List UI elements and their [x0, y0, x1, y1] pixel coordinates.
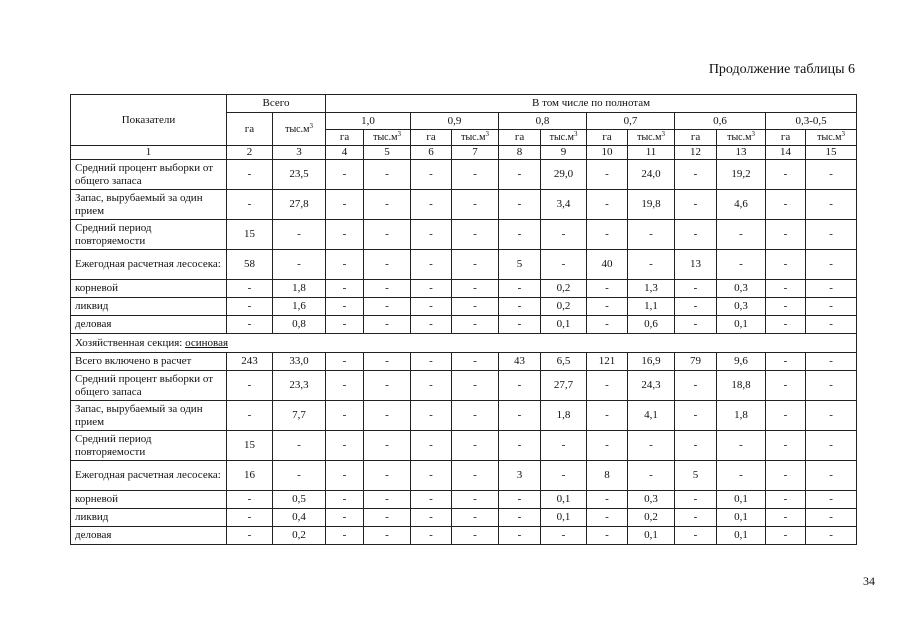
table-cell: -: [364, 298, 411, 316]
table-cell: 24,0: [628, 160, 675, 190]
table-cell: -: [587, 316, 628, 334]
table-cell: -: [326, 190, 364, 220]
table-cell: -: [452, 353, 499, 371]
table-cell: -: [806, 250, 857, 280]
table-cell: -: [326, 280, 364, 298]
section-name: осиновая: [185, 336, 229, 349]
table-cell: -: [587, 220, 628, 250]
table-cell: -: [675, 509, 717, 527]
column-number: 11: [628, 146, 675, 160]
table-cell: -: [411, 371, 452, 401]
table-cell: -: [227, 160, 273, 190]
table-cell: -: [452, 401, 499, 431]
table-cell: -: [628, 431, 675, 461]
table-cell: -: [364, 250, 411, 280]
table-cell: -: [499, 371, 541, 401]
table-cell: 24,3: [628, 371, 675, 401]
unit-ga: га: [411, 130, 452, 146]
table-cell: -: [452, 250, 499, 280]
table-cell: -: [766, 353, 806, 371]
table-cell: 40: [587, 250, 628, 280]
table-row: [71, 401, 857, 431]
column-number: 1: [71, 146, 227, 160]
table-cell: 0,5: [273, 491, 326, 509]
table-cell: 5: [675, 461, 717, 491]
table-cell: 1,8: [273, 280, 326, 298]
table-cell: -: [452, 220, 499, 250]
row-label: корневой: [71, 491, 227, 509]
table-row: [71, 353, 857, 371]
column-number: 13: [717, 146, 766, 160]
table-cell: -: [675, 280, 717, 298]
unit-ga: га: [766, 130, 806, 146]
table-cell: -: [452, 298, 499, 316]
row-label: Средний период повторяемости: [71, 220, 227, 250]
column-number: 5: [364, 146, 411, 160]
table-cell: 0,3: [628, 491, 675, 509]
table-cell: -: [411, 461, 452, 491]
row-label: деловая: [71, 316, 227, 334]
table-row: [71, 160, 857, 190]
table-cell: 23,5: [273, 160, 326, 190]
row-label: Ежегодная расчетная лесосека:: [71, 461, 227, 491]
table-cell: -: [452, 491, 499, 509]
table-cell: 18,8: [717, 371, 766, 401]
table-cell: -: [452, 280, 499, 298]
column-number: 2: [227, 146, 273, 160]
table-cell: -: [326, 527, 364, 545]
row-label: Запас, вырубаемый за один прием: [71, 190, 227, 220]
header-density: 0,3-0,5: [766, 113, 857, 130]
table-cell: -: [766, 527, 806, 545]
table-cell: 0,2: [541, 298, 587, 316]
table-cell: -: [411, 250, 452, 280]
table-cell: -: [675, 160, 717, 190]
table-cell: -: [364, 509, 411, 527]
unit-ga: га: [675, 130, 717, 146]
table-cell: 0,2: [541, 280, 587, 298]
header-total: Всего: [227, 95, 326, 113]
table-cell: 8: [587, 461, 628, 491]
table-cell: 0,2: [628, 509, 675, 527]
table-cell: -: [766, 160, 806, 190]
table-cell: -: [499, 509, 541, 527]
table-cell: -: [806, 491, 857, 509]
table-cell: -: [806, 353, 857, 371]
table-cell: -: [273, 431, 326, 461]
table-cell: 15: [227, 220, 273, 250]
table-cell: -: [452, 431, 499, 461]
table-cell: -: [326, 298, 364, 316]
unit-ga: га: [326, 130, 364, 146]
table-cell: 43: [499, 353, 541, 371]
table-cell: -: [326, 509, 364, 527]
table-cell: 3: [499, 461, 541, 491]
table-cell: -: [766, 316, 806, 334]
table-cell: -: [806, 298, 857, 316]
unit-tys: $тыс.м^3$: [541, 130, 587, 146]
table-cell: -: [326, 491, 364, 509]
table-cell: -: [675, 431, 717, 461]
table-cell: 0,3: [717, 298, 766, 316]
table-cell: -: [806, 431, 857, 461]
table-row: [71, 431, 857, 461]
table-cell: -: [806, 316, 857, 334]
header-row-1: [71, 95, 857, 113]
table-cell: -: [411, 220, 452, 250]
table-cell: -: [411, 160, 452, 190]
table-cell: -: [364, 461, 411, 491]
table-cell: -: [227, 190, 273, 220]
table-cell: -: [499, 316, 541, 334]
table-caption: Продолжение таблицы 6: [708, 62, 855, 77]
table-cell: -: [326, 431, 364, 461]
table-cell: 0,6: [628, 316, 675, 334]
table-cell: 3,4: [541, 190, 587, 220]
table-cell: -: [499, 190, 541, 220]
table-row: [71, 220, 857, 250]
table-cell: 0,3: [717, 280, 766, 298]
table-cell: -: [411, 190, 452, 220]
table-cell: 5: [499, 250, 541, 280]
table-cell: -: [766, 298, 806, 316]
table-cell: 33,0: [273, 353, 326, 371]
table-cell: 0,1: [717, 316, 766, 334]
table-cell: -: [326, 461, 364, 491]
header-density: 0,7: [587, 113, 675, 130]
unit-ga: га: [499, 130, 541, 146]
table-cell: 0,1: [717, 491, 766, 509]
table-cell: -: [541, 220, 587, 250]
table-cell: 1,8: [717, 401, 766, 431]
table-cell: -: [364, 371, 411, 401]
table-row: [71, 280, 857, 298]
table-cell: -: [717, 431, 766, 461]
table-cell: -: [499, 527, 541, 545]
table-cell: -: [411, 316, 452, 334]
table-cell: -: [675, 298, 717, 316]
row-label: корневой: [71, 280, 227, 298]
table-cell: -: [766, 190, 806, 220]
table-cell: -: [273, 220, 326, 250]
table-cell: 4,1: [628, 401, 675, 431]
column-number: 3: [273, 146, 326, 160]
header-indicators: Показатели: [71, 95, 227, 146]
unit-tys: $тыс.м^3$: [717, 130, 766, 146]
table-cell: 0,1: [541, 316, 587, 334]
row-label: ликвид: [71, 509, 227, 527]
table-cell: -: [675, 316, 717, 334]
unit-tys: $тыс.м^3$: [364, 130, 411, 146]
table-cell: -: [273, 461, 326, 491]
table-row: [71, 527, 857, 545]
table-cell: -: [587, 160, 628, 190]
table-cell: -: [452, 509, 499, 527]
table-cell: 7,7: [273, 401, 326, 431]
data-table: [70, 94, 857, 545]
table-cell: 19,8: [628, 190, 675, 220]
table-cell: -: [452, 371, 499, 401]
table-cell: -: [326, 401, 364, 431]
table-cell: 1,3: [628, 280, 675, 298]
table-cell: -: [227, 316, 273, 334]
table-row: [71, 316, 857, 334]
table-cell: -: [587, 431, 628, 461]
table-cell: -: [499, 298, 541, 316]
table-cell: -: [541, 431, 587, 461]
table-cell: -: [587, 371, 628, 401]
table-row: [71, 509, 857, 527]
header-total-ga: га: [227, 113, 273, 146]
table-cell: -: [587, 190, 628, 220]
table-cell: -: [766, 280, 806, 298]
table-cell: 27,7: [541, 371, 587, 401]
table-cell: 6,5: [541, 353, 587, 371]
row-label: ликвид: [71, 298, 227, 316]
table-cell: -: [364, 353, 411, 371]
table-cell: -: [452, 190, 499, 220]
column-number: 9: [541, 146, 587, 160]
table-cell: -: [806, 461, 857, 491]
table-cell: -: [499, 220, 541, 250]
table-cell: -: [806, 509, 857, 527]
table-cell: -: [227, 298, 273, 316]
table-cell: -: [227, 401, 273, 431]
table-cell: -: [717, 461, 766, 491]
column-number: 4: [326, 146, 364, 160]
table-cell: -: [587, 509, 628, 527]
table-cell: -: [364, 401, 411, 431]
table-row: [71, 371, 857, 401]
page-number: 34: [863, 574, 875, 588]
table-cell: -: [326, 160, 364, 190]
table-cell: -: [499, 280, 541, 298]
table-cell: -: [364, 316, 411, 334]
section-title: Хозяйственная секция: осиновая: [71, 334, 857, 353]
table-cell: -: [227, 280, 273, 298]
table-cell: -: [452, 160, 499, 190]
table-cell: -: [326, 316, 364, 334]
table-cell: 0,1: [717, 527, 766, 545]
column-number: 8: [499, 146, 541, 160]
table-cell: -: [452, 316, 499, 334]
table-cell: -: [499, 160, 541, 190]
table-cell: -: [411, 401, 452, 431]
header-total-tys: $тыс.м^3$: [273, 113, 326, 146]
table-cell: -: [766, 509, 806, 527]
table-cell: -: [675, 527, 717, 545]
table-cell: -: [541, 250, 587, 280]
table-cell: -: [326, 250, 364, 280]
row-label: Средний процент выборки от общего запаса: [71, 371, 227, 401]
row-label: Ежегодная расчетная лесосека:: [71, 250, 227, 280]
row-label: Всего включено в расчет: [71, 353, 227, 371]
table-cell: 0,1: [541, 491, 587, 509]
table-cell: -: [541, 461, 587, 491]
table-cell: -: [326, 220, 364, 250]
table-cell: 1,8: [541, 401, 587, 431]
table-cell: -: [806, 280, 857, 298]
table-cell: -: [806, 220, 857, 250]
table-cell: 0,2: [273, 527, 326, 545]
table-cell: -: [411, 491, 452, 509]
table-cell: 15: [227, 431, 273, 461]
table-cell: -: [675, 220, 717, 250]
table-cell: 23,3: [273, 371, 326, 401]
section-row: [71, 334, 857, 353]
table-cell: -: [675, 190, 717, 220]
header-in-that: В том числе по полнотам: [326, 95, 857, 113]
table-cell: -: [587, 527, 628, 545]
header-density: 0,9: [411, 113, 499, 130]
column-number-row: [71, 146, 857, 160]
table-cell: -: [675, 401, 717, 431]
row-label: деловая: [71, 527, 227, 545]
table-cell: -: [411, 298, 452, 316]
table-cell: -: [227, 509, 273, 527]
table-cell: 79: [675, 353, 717, 371]
table-cell: 27,8: [273, 190, 326, 220]
unit-tys: $тыс.м^3$: [806, 130, 857, 146]
table-row: [71, 190, 857, 220]
unit-tys: $тыс.м^3$: [628, 130, 675, 146]
column-number: 15: [806, 146, 857, 160]
column-number: 6: [411, 146, 452, 160]
column-number: 12: [675, 146, 717, 160]
table-cell: -: [227, 491, 273, 509]
unit-tys: $тыс.м^3$: [452, 130, 499, 146]
table-cell: -: [675, 371, 717, 401]
table-cell: -: [806, 190, 857, 220]
table-cell: 16: [227, 461, 273, 491]
row-label: Средний процент выборки от общего запаса: [71, 160, 227, 190]
table-cell: 1,1: [628, 298, 675, 316]
table-cell: -: [364, 220, 411, 250]
table-cell: -: [806, 527, 857, 545]
table-cell: -: [326, 353, 364, 371]
table-cell: -: [766, 431, 806, 461]
table-cell: -: [628, 220, 675, 250]
table-cell: -: [806, 371, 857, 401]
table-cell: -: [766, 371, 806, 401]
unit-ga: га: [587, 130, 628, 146]
table-cell: -: [806, 401, 857, 431]
table-cell: -: [411, 509, 452, 527]
table-cell: 121: [587, 353, 628, 371]
table-cell: -: [411, 527, 452, 545]
table-cell: -: [499, 401, 541, 431]
table-cell: -: [766, 220, 806, 250]
table-cell: 29,0: [541, 160, 587, 190]
column-number: 14: [766, 146, 806, 160]
table-cell: -: [766, 491, 806, 509]
header-density: 1,0: [326, 113, 411, 130]
table-row: [71, 250, 857, 280]
table-cell: -: [587, 401, 628, 431]
row-label: Запас, вырубаемый за один прием: [71, 401, 227, 431]
table-cell: -: [364, 431, 411, 461]
table-cell: 4,6: [717, 190, 766, 220]
table-cell: 13: [675, 250, 717, 280]
table-cell: -: [587, 298, 628, 316]
table-cell: 0,1: [717, 509, 766, 527]
table-cell: -: [675, 491, 717, 509]
table-cell: 16,9: [628, 353, 675, 371]
table-cell: -: [717, 250, 766, 280]
table-cell: -: [766, 250, 806, 280]
table-cell: -: [628, 250, 675, 280]
table-cell: -: [587, 491, 628, 509]
table-cell: -: [499, 431, 541, 461]
table-cell: 19,2: [717, 160, 766, 190]
table-cell: -: [227, 527, 273, 545]
table-cell: -: [411, 431, 452, 461]
table-cell: -: [766, 401, 806, 431]
table-cell: -: [587, 280, 628, 298]
table-cell: -: [717, 220, 766, 250]
column-number: 7: [452, 146, 499, 160]
table-cell: -: [364, 160, 411, 190]
table-cell: -: [452, 461, 499, 491]
row-label: Средний период повторяемости: [71, 431, 227, 461]
table-cell: 0,4: [273, 509, 326, 527]
table-cell: -: [499, 491, 541, 509]
header-density: 0,8: [499, 113, 587, 130]
table-cell: -: [541, 527, 587, 545]
table-cell: -: [364, 280, 411, 298]
table-cell: 243: [227, 353, 273, 371]
table-cell: -: [273, 250, 326, 280]
table-cell: 9,6: [717, 353, 766, 371]
table-cell: -: [411, 353, 452, 371]
table-row: [71, 491, 857, 509]
table-cell: 0,8: [273, 316, 326, 334]
table-cell: -: [452, 527, 499, 545]
table-cell: -: [326, 371, 364, 401]
table-cell: -: [364, 491, 411, 509]
table-cell: -: [411, 280, 452, 298]
header-density: 0,6: [675, 113, 766, 130]
table-cell: -: [227, 371, 273, 401]
table-cell: 1,6: [273, 298, 326, 316]
column-number: 10: [587, 146, 628, 160]
table-cell: -: [628, 461, 675, 491]
table-row: [71, 461, 857, 491]
table-row: [71, 298, 857, 316]
table-cell: -: [806, 160, 857, 190]
table-cell: 0,1: [541, 509, 587, 527]
table-cell: -: [364, 527, 411, 545]
table-cell: 58: [227, 250, 273, 280]
table-cell: 0,1: [628, 527, 675, 545]
table-cell: -: [364, 190, 411, 220]
table-cell: -: [766, 461, 806, 491]
